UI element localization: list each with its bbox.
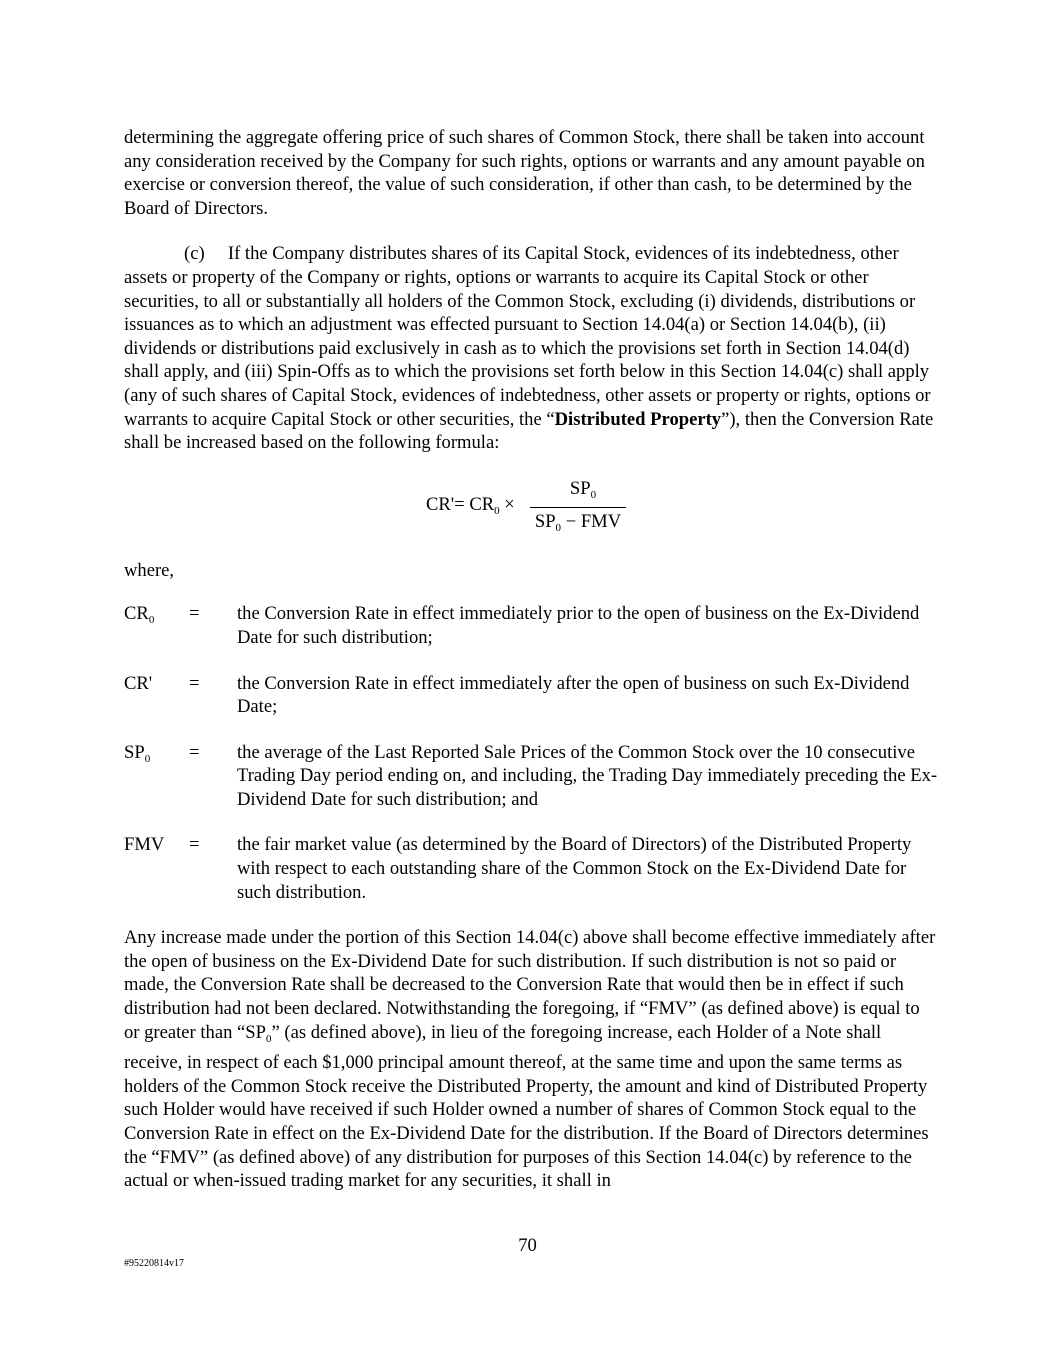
formula-fraction: [530, 477, 626, 540]
definition-equals: =: [189, 834, 200, 856]
term-subscript: 0: [148, 614, 155, 627]
definition-term: [124, 602, 189, 649]
definition-row-cr0: [124, 602, 939, 649]
document-id: #95220814v17: [124, 1258, 184, 1269]
formula-num-sp: SP: [569, 477, 591, 499]
definition-row-cr-prime: [124, 672, 939, 719]
paragraph-text-end: ” (as defined above), in lieu of the foregoing increase, each Holder of a Note shall receive, in respect of each $1,000 principal amount thereof, at the same time and upon the same terms as holders of the Common Stock receive the Distributed Property, the amount and kind of Distributed Property such Holder would have received if such Holder owned a number of shares of Common Stock equal to the Conversion Rate in effect on the Ex-Dividend Date for the distribution. If the Board of Directors determines the “FMV” (as defined above) of any distribution for purposes of this Section 14.04(c) by reference to the actual or when-issued trading market for any securities, it shall in: [124, 1021, 929, 1192]
term-text: SP: [124, 741, 145, 763]
term-text: CR: [124, 603, 149, 625]
definition-equals: =: [189, 672, 200, 694]
defined-term-distributed-property: Distributed Property: [554, 408, 722, 430]
formula-times: ×: [504, 493, 515, 515]
formula-cr0-subscript: 0: [494, 504, 500, 517]
formula-lhs: [426, 493, 515, 524]
paragraph-increase-effective: [124, 926, 939, 1193]
paragraph-c-text-end: ”), then the Conversion Rate shall be increased based on the following formula:: [124, 408, 934, 454]
where-label: where,: [124, 559, 175, 581]
definition-text: the average of the Last Reported Sale Prices of the Common Stock over the 10 consecutive Trading Day period ending on, and including, the Trading Day immediately preceding the Ex-Dividend Date for such distribution; and: [237, 741, 938, 810]
term-text: CR': [124, 672, 153, 694]
document-page: [124, 126, 939, 1193]
formula-cr-prime: CR': [426, 493, 455, 515]
definition-text: the Conversion Rate in effect immediately prior to the open of business on the Ex-Dividend Date for such distribution;: [237, 603, 920, 648]
conversion-rate-formula: [124, 477, 939, 535]
definition-text: the fair market value (as determined by the Board of Directors) of the Distributed Property with respect to each outstanding share of the Common Stock on the Ex-Dividend Date for such distribution.: [237, 834, 912, 903]
formula-num-subscript: 0: [590, 488, 597, 501]
formula-denominator: [530, 508, 626, 540]
definition-row-fmv: [124, 833, 939, 904]
definition-term: [124, 672, 189, 719]
paragraph-continuation: determining the aggregate offering price of such shares of Common Stock, there shall be taken into account any consideration received by the Company for such rights, options or warrants and any amount payable on exercise or conversion thereof, the value of such consideration, if other than cash, to be determined by the Board of Directors.: [124, 127, 925, 219]
formula-den-sp: SP: [534, 510, 556, 532]
term-text: FMV: [124, 834, 165, 856]
definition-equals: =: [189, 603, 200, 625]
paragraph-c-text-start: (c) If the Company distributes shares of its Capital Stock, evidences of its indebtedness, other assets or property of the Company or rights, options or warrants to acquire its Capital Stock or other securities, to all or substantially all holders of the Common Stock, excluding (i) dividends, distributions or issuances as to which an adjustment was effected pursuant to Section 14.04(a) or Section 14.04(b), (ii) dividends or distributions paid exclusively in cash as to which the provisions set forth in Section 14.04(d) shall apply, and (iii) Spin-Offs as to which the provisions set forth below in this Section 14.04(c) shall apply (any of such shares of Capital Stock, evidences of indebtedness, other assets or property or rights, options or warrants to acquire Capital Stock or other securities, the “: [124, 243, 931, 430]
definition-equals: =: [189, 741, 200, 763]
formula-numerator: [530, 477, 626, 507]
formula-equals: =: [454, 493, 465, 515]
paragraph-c: [124, 242, 939, 454]
page-number: 70: [518, 1235, 537, 1256]
definition-row-sp0: [124, 741, 939, 812]
formula-cr0: CR: [469, 493, 495, 515]
definition-text: the Conversion Rate in effect immediately after the open of business on such Ex-Dividend Date;: [237, 672, 910, 718]
term-subscript: 0: [144, 752, 151, 765]
definition-term: [124, 741, 189, 812]
formula-den-subscript: 0: [555, 521, 562, 534]
formula-den-fmv: − FMV: [565, 510, 622, 532]
definition-term: [124, 833, 189, 904]
inline-subscript: 0: [266, 1032, 272, 1045]
paragraph-text-start: Any increase made under the portion of this Section 14.04(c) above shall become effective immediately after the open of business on the Ex-Dividend Date for such distribution. If such distribution is not so paid or made, the Conversion Rate shall be decreased to the Conversion Rate that would then be in effect if such distribution had not been declared. Notwithstanding the foregoing, if “FMV” (as defined above) is equal to or greater than “SP: [124, 927, 936, 1043]
